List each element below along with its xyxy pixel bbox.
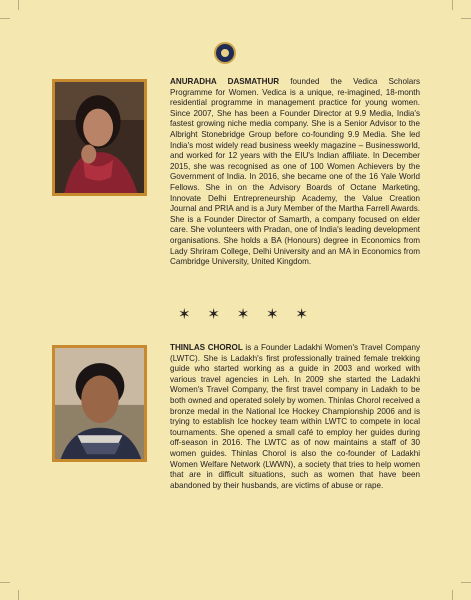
bio-name: ANURADHA DASMATHUR bbox=[170, 77, 280, 86]
bio-text: is a Founder Ladakhi Women's Travel Company (LWTC). She is Ladakh's first professionally trained female trekking guide who started working as a guide in 2003 and worked with various travel agencies in Leh. In 2009 she started the Ladakhi Women's Travel Company, the first travel company in Ladakh to be both owned and operated solely by women. Thinlas Chorol received a bronze medal in the National Ice Hockey Championship 2006 and is trying to establish Ice hockey team within LWTC to compete in local tournaments. She opened a small café to employ her guides during off-season in 2016. The LWTC as of now maintains a staff of 30 women guides. Thinlas Chorol is also the co-founder of Ladakhi Women Welfare Network (LWWN), a society that tries to help women that are in difficult situations, such as women that have been abandoned by their husbands, are victims of abuse or rape. bbox=[170, 343, 421, 490]
star-icon: ✶ bbox=[295, 305, 308, 323]
crop-mark bbox=[0, 582, 10, 583]
bio-paragraph-thinlas bbox=[170, 343, 420, 491]
crop-mark bbox=[461, 582, 471, 583]
crop-mark bbox=[461, 18, 471, 19]
star-icon: ✶ bbox=[266, 305, 279, 323]
crop-mark bbox=[18, 590, 19, 600]
crop-mark bbox=[18, 0, 19, 10]
crop-mark bbox=[452, 0, 453, 10]
institution-emblem-icon bbox=[214, 42, 236, 64]
portrait-photo-thinlas bbox=[52, 345, 147, 462]
bio-paragraph-anuradha bbox=[170, 77, 420, 268]
star-icon: ✶ bbox=[207, 305, 220, 323]
bio-text: founded the Vedica Scholars Programme for Women. Vedica is a unique, re-imagined, 18-month residential programme in management practice for young women. Since 2007, She has been a Founder Director at 9.9 Media, India's fastest growing niche media company. She is a Senior Advisor to the Albright Stonebridge Group before co-founding 9.9 Media. She led India's most widely read business weekly magazine – Businessworld, and worked for 12 years with the EIU's Indian affiliate. In December 2015, she was recognised as one of 100 Women Achievers by the Government of India. In 2016, she became one of the 16 Yale World Fellows. She in on the Advisory Boards of Octane Marketing, Innovate Delhi Entrepreneurship Academy, the Value Creation Journal and PRIA and is a Jury Member of the Martha Farrell Awards. She is a Founder Director of Samarth, a company focused on elder care. She volunteers with Pradan, one of India's leading development organisations. She holds a BA (Honours) degree in Economics from Lady Shriram College, Delhi University and an MA in Economics from Cambridge University, United Kingdom. bbox=[170, 77, 420, 267]
star-icon: ✶ bbox=[236, 305, 250, 323]
star-icon: ✶ bbox=[178, 305, 191, 323]
portrait-photo-anuradha bbox=[52, 79, 147, 196]
portrait-illustration bbox=[55, 82, 144, 193]
bio-name: THINLAS CHOROL bbox=[170, 343, 243, 352]
star-separator bbox=[178, 307, 308, 321]
portrait-illustration bbox=[55, 348, 144, 459]
crop-mark bbox=[452, 590, 453, 600]
crop-mark bbox=[0, 18, 10, 19]
